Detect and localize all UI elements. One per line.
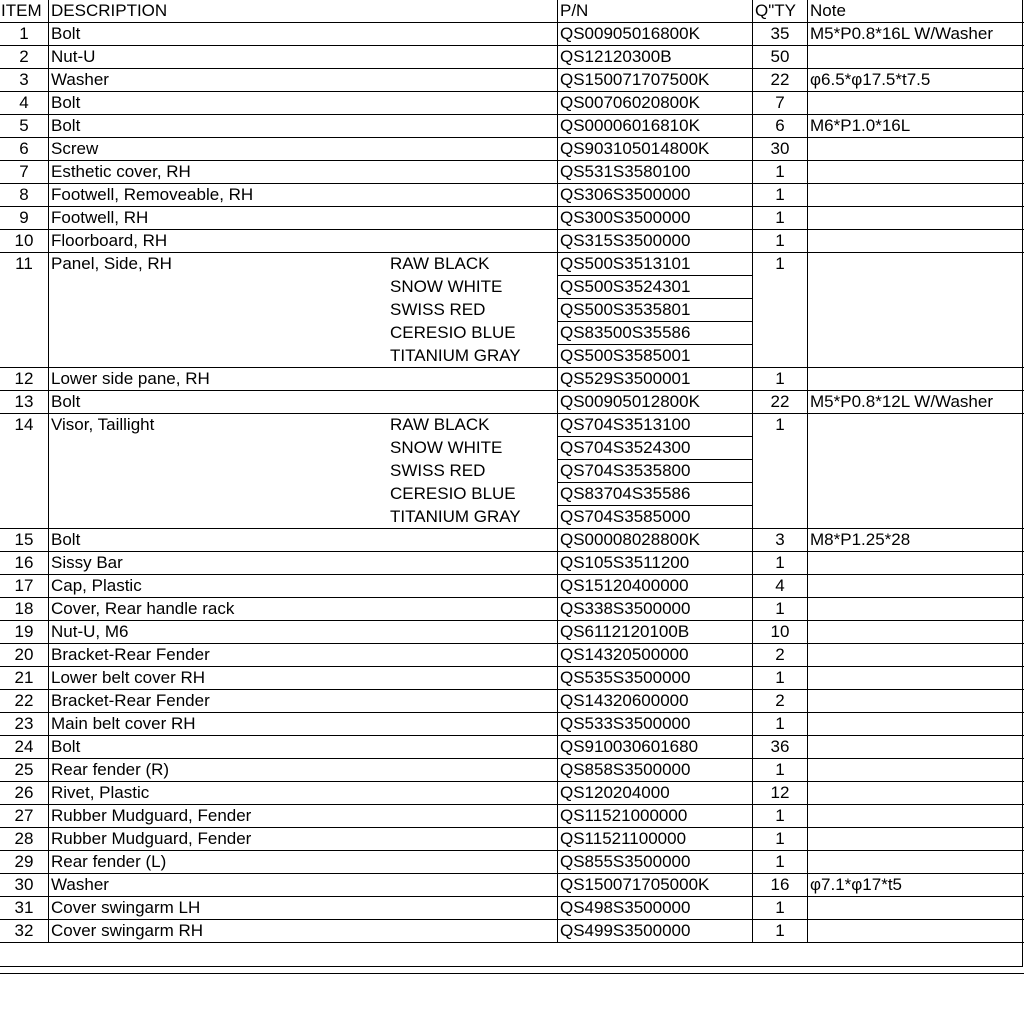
item-color	[388, 161, 558, 184]
table-row	[0, 851, 1024, 874]
item-description: Rivet, Plastic	[49, 782, 389, 805]
item-part-number: QS00905016800K	[558, 23, 753, 46]
item-number: 14	[0, 414, 49, 529]
table-row	[0, 414, 1024, 437]
item-color	[388, 759, 558, 782]
item-part-number: QS150071705000K	[558, 874, 753, 897]
item-description: Footwell, RH	[49, 207, 389, 230]
item-description: Bolt	[49, 115, 389, 138]
table-row	[0, 368, 1024, 391]
item-note	[808, 851, 1024, 874]
table-row	[0, 161, 1024, 184]
table-row	[0, 736, 1024, 759]
item-note: φ6.5*φ17.5*t7.5	[808, 69, 1024, 92]
item-color: RAW BLACK	[388, 414, 558, 437]
item-description: Esthetic cover, RH	[49, 161, 389, 184]
item-description: Screw	[49, 138, 389, 161]
table-row	[0, 230, 1024, 253]
item-part-number: QS83704S35586	[558, 483, 753, 506]
item-note	[808, 759, 1024, 782]
header-qty: Q"TY	[753, 0, 808, 23]
item-description: Nut-U, M6	[49, 621, 389, 644]
item-note	[808, 598, 1024, 621]
item-description: Bolt	[49, 92, 389, 115]
table-row	[0, 23, 1024, 46]
item-color	[388, 690, 558, 713]
item-description: Washer	[49, 69, 389, 92]
item-description: Nut-U	[49, 46, 389, 69]
item-quantity: 1	[753, 828, 808, 851]
item-number: 3	[0, 69, 49, 92]
item-number: 22	[0, 690, 49, 713]
item-color	[388, 69, 558, 92]
item-quantity: 7	[753, 92, 808, 115]
item-description: Washer	[49, 874, 389, 897]
item-number: 9	[0, 207, 49, 230]
item-color	[388, 621, 558, 644]
item-number: 4	[0, 92, 49, 115]
item-description: Cap, Plastic	[49, 575, 389, 598]
item-number: 16	[0, 552, 49, 575]
item-number: 15	[0, 529, 49, 552]
item-note: M5*P0.8*12L W/Washer	[808, 391, 1024, 414]
item-quantity: 35	[753, 23, 808, 46]
item-number: 1	[0, 23, 49, 46]
item-quantity: 6	[753, 115, 808, 138]
table-row	[0, 713, 1024, 736]
item-part-number: QS704S3585000	[558, 506, 753, 529]
item-description: Rear fender (L)	[49, 851, 389, 874]
item-note	[808, 184, 1024, 207]
item-quantity: 1	[753, 805, 808, 828]
item-color	[388, 874, 558, 897]
item-note	[808, 897, 1024, 920]
item-number: 12	[0, 368, 49, 391]
item-number: 25	[0, 759, 49, 782]
item-color: RAW BLACK	[388, 253, 558, 276]
item-note: M5*P0.8*16L W/Washer	[808, 23, 1024, 46]
item-color	[388, 138, 558, 161]
item-color	[388, 897, 558, 920]
table-row	[0, 46, 1024, 69]
item-note	[808, 368, 1024, 391]
item-number: 26	[0, 782, 49, 805]
item-note	[808, 161, 1024, 184]
item-note	[808, 805, 1024, 828]
item-note	[808, 46, 1024, 69]
item-description: Cover swingarm RH	[49, 920, 389, 943]
item-color	[388, 92, 558, 115]
item-description: Bolt	[49, 736, 389, 759]
item-description: Footwell, Removeable, RH	[49, 184, 389, 207]
blank-row	[0, 943, 1024, 974]
item-quantity: 12	[753, 782, 808, 805]
item-note	[808, 253, 1024, 368]
item-color	[388, 368, 558, 391]
item-quantity: 16	[753, 874, 808, 897]
item-part-number: QS500S3585001	[558, 345, 753, 368]
item-color: TITANIUM GRAY	[388, 345, 558, 368]
item-color	[388, 46, 558, 69]
table-row	[0, 805, 1024, 828]
item-description: Visor, Taillight	[49, 414, 389, 529]
item-part-number: QS500S3535801	[558, 299, 753, 322]
table-row	[0, 529, 1024, 552]
item-note	[808, 644, 1024, 667]
item-number: 23	[0, 713, 49, 736]
item-number: 8	[0, 184, 49, 207]
item-number: 28	[0, 828, 49, 851]
item-note: M6*P1.0*16L	[808, 115, 1024, 138]
item-quantity: 1	[753, 368, 808, 391]
item-description: Bracket-Rear Fender	[49, 644, 389, 667]
table-row	[0, 782, 1024, 805]
item-number: 2	[0, 46, 49, 69]
item-number: 17	[0, 575, 49, 598]
item-part-number: QS704S3524300	[558, 437, 753, 460]
item-color	[388, 575, 558, 598]
item-note	[808, 621, 1024, 644]
item-part-number: QS306S3500000	[558, 184, 753, 207]
item-color	[388, 713, 558, 736]
item-note	[808, 230, 1024, 253]
item-quantity: 2	[753, 690, 808, 713]
item-number: 31	[0, 897, 49, 920]
table-row	[0, 92, 1024, 115]
item-note: M8*P1.25*28	[808, 529, 1024, 552]
table-row	[0, 690, 1024, 713]
item-color	[388, 184, 558, 207]
item-part-number: QS500S3513101	[558, 253, 753, 276]
item-color	[388, 115, 558, 138]
item-color	[388, 529, 558, 552]
table-row	[0, 391, 1024, 414]
item-part-number: QS855S3500000	[558, 851, 753, 874]
item-number: 32	[0, 920, 49, 943]
item-quantity: 1	[753, 414, 808, 529]
item-description: Sissy Bar	[49, 552, 389, 575]
item-part-number: QS300S3500000	[558, 207, 753, 230]
item-note	[808, 138, 1024, 161]
item-note	[808, 414, 1024, 529]
table-row	[0, 598, 1024, 621]
item-quantity: 1	[753, 161, 808, 184]
item-color: CERESIO BLUE	[388, 483, 558, 506]
item-part-number: QS533S3500000	[558, 713, 753, 736]
item-description: Main belt cover RH	[49, 713, 389, 736]
table-row	[0, 897, 1024, 920]
item-description: Rear fender (R)	[49, 759, 389, 782]
item-quantity: 1	[753, 759, 808, 782]
header-pn: P/N	[558, 0, 753, 23]
item-color: SWISS RED	[388, 460, 558, 483]
item-quantity: 22	[753, 391, 808, 414]
item-part-number: QS499S3500000	[558, 920, 753, 943]
item-part-number: QS11521100000	[558, 828, 753, 851]
item-note	[808, 713, 1024, 736]
item-part-number: QS6112120100B	[558, 621, 753, 644]
item-part-number: QS529S3500001	[558, 368, 753, 391]
header-color-spacer	[388, 0, 558, 23]
item-color: TITANIUM GRAY	[388, 506, 558, 529]
item-number: 11	[0, 253, 49, 368]
item-number: 13	[0, 391, 49, 414]
item-number: 6	[0, 138, 49, 161]
item-quantity: 1	[753, 920, 808, 943]
item-color: CERESIO BLUE	[388, 322, 558, 345]
table-row	[0, 115, 1024, 138]
item-description: Bolt	[49, 23, 389, 46]
item-color	[388, 920, 558, 943]
item-number: 27	[0, 805, 49, 828]
item-description: Panel, Side, RH	[49, 253, 389, 368]
item-description: Rubber Mudguard, Fender	[49, 805, 389, 828]
header-note: Note	[808, 0, 1024, 23]
item-part-number: QS14320600000	[558, 690, 753, 713]
item-color	[388, 230, 558, 253]
table-row	[0, 621, 1024, 644]
item-part-number: QS00006016810K	[558, 115, 753, 138]
item-number: 5	[0, 115, 49, 138]
item-color	[388, 736, 558, 759]
item-color	[388, 598, 558, 621]
item-number: 21	[0, 667, 49, 690]
item-quantity: 1	[753, 552, 808, 575]
item-quantity: 3	[753, 529, 808, 552]
table-row	[0, 253, 1024, 276]
item-color	[388, 391, 558, 414]
item-part-number: QS120204000	[558, 782, 753, 805]
item-quantity: 36	[753, 736, 808, 759]
item-color	[388, 851, 558, 874]
item-part-number: QS105S3511200	[558, 552, 753, 575]
item-part-number: QS903105014800K	[558, 138, 753, 161]
item-note	[808, 667, 1024, 690]
item-number: 20	[0, 644, 49, 667]
item-part-number: QS83500S35586	[558, 322, 753, 345]
item-part-number: QS704S3535800	[558, 460, 753, 483]
item-note	[808, 575, 1024, 598]
item-number: 7	[0, 161, 49, 184]
table-row	[0, 552, 1024, 575]
table-row	[0, 667, 1024, 690]
table-row	[0, 920, 1024, 943]
item-description: Rubber Mudguard, Fender	[49, 828, 389, 851]
header-row	[0, 0, 1024, 23]
item-quantity: 1	[753, 667, 808, 690]
item-part-number: QS500S3524301	[558, 276, 753, 299]
table-row	[0, 138, 1024, 161]
item-description: Lower belt cover RH	[49, 667, 389, 690]
header-description: DESCRIPTION	[49, 0, 389, 23]
item-part-number: QS14320500000	[558, 644, 753, 667]
item-quantity: 4	[753, 575, 808, 598]
blank-cell	[0, 943, 1024, 974]
item-color	[388, 207, 558, 230]
item-part-number: QS00706020800K	[558, 92, 753, 115]
item-color	[388, 782, 558, 805]
table-row	[0, 575, 1024, 598]
item-part-number: QS910030601680	[558, 736, 753, 759]
item-part-number: QS315S3500000	[558, 230, 753, 253]
item-color	[388, 644, 558, 667]
item-note: φ7.1*φ17*t5	[808, 874, 1024, 897]
item-part-number: QS11521000000	[558, 805, 753, 828]
item-number: 29	[0, 851, 49, 874]
item-part-number: QS338S3500000	[558, 598, 753, 621]
item-quantity: 1	[753, 207, 808, 230]
item-part-number: QS531S3580100	[558, 161, 753, 184]
item-part-number: QS00905012800K	[558, 391, 753, 414]
item-color	[388, 667, 558, 690]
table-row	[0, 828, 1024, 851]
item-quantity: 10	[753, 621, 808, 644]
item-note	[808, 207, 1024, 230]
item-quantity: 1	[753, 230, 808, 253]
item-note	[808, 782, 1024, 805]
item-color	[388, 23, 558, 46]
item-description: Cover swingarm LH	[49, 897, 389, 920]
item-description: Lower side pane, RH	[49, 368, 389, 391]
item-description: Cover, Rear handle rack	[49, 598, 389, 621]
table-row	[0, 69, 1024, 92]
item-part-number: QS00008028800K	[558, 529, 753, 552]
item-part-number: QS498S3500000	[558, 897, 753, 920]
item-number: 19	[0, 621, 49, 644]
header-item: ITEM	[0, 0, 49, 23]
item-quantity: 1	[753, 897, 808, 920]
item-note	[808, 552, 1024, 575]
item-quantity: 50	[753, 46, 808, 69]
item-number: 10	[0, 230, 49, 253]
item-part-number: QS12120300B	[558, 46, 753, 69]
item-note	[808, 690, 1024, 713]
item-number: 18	[0, 598, 49, 621]
item-number: 30	[0, 874, 49, 897]
item-color	[388, 828, 558, 851]
table-row	[0, 184, 1024, 207]
table-row	[0, 759, 1024, 782]
item-quantity: 2	[753, 644, 808, 667]
item-description: Bolt	[49, 391, 389, 414]
item-color	[388, 552, 558, 575]
item-color: SWISS RED	[388, 299, 558, 322]
item-quantity: 1	[753, 851, 808, 874]
item-description: Bolt	[49, 529, 389, 552]
item-quantity: 22	[753, 69, 808, 92]
item-quantity: 1	[753, 713, 808, 736]
table-row	[0, 207, 1024, 230]
item-quantity: 1	[753, 184, 808, 207]
item-color: SNOW WHITE	[388, 437, 558, 460]
item-part-number: QS858S3500000	[558, 759, 753, 782]
table-row	[0, 874, 1024, 897]
item-note	[808, 920, 1024, 943]
item-quantity: 30	[753, 138, 808, 161]
item-quantity: 1	[753, 598, 808, 621]
item-quantity: 1	[753, 253, 808, 368]
item-note	[808, 736, 1024, 759]
item-color	[388, 805, 558, 828]
item-part-number: QS535S3500000	[558, 667, 753, 690]
table-row	[0, 644, 1024, 667]
item-number: 24	[0, 736, 49, 759]
item-part-number: QS150071707500K	[558, 69, 753, 92]
item-part-number: QS15120400000	[558, 575, 753, 598]
item-color: SNOW WHITE	[388, 276, 558, 299]
item-description: Floorboard, RH	[49, 230, 389, 253]
item-part-number: QS704S3513100	[558, 414, 753, 437]
item-note	[808, 828, 1024, 851]
item-note	[808, 92, 1024, 115]
item-description: Bracket-Rear Fender	[49, 690, 389, 713]
